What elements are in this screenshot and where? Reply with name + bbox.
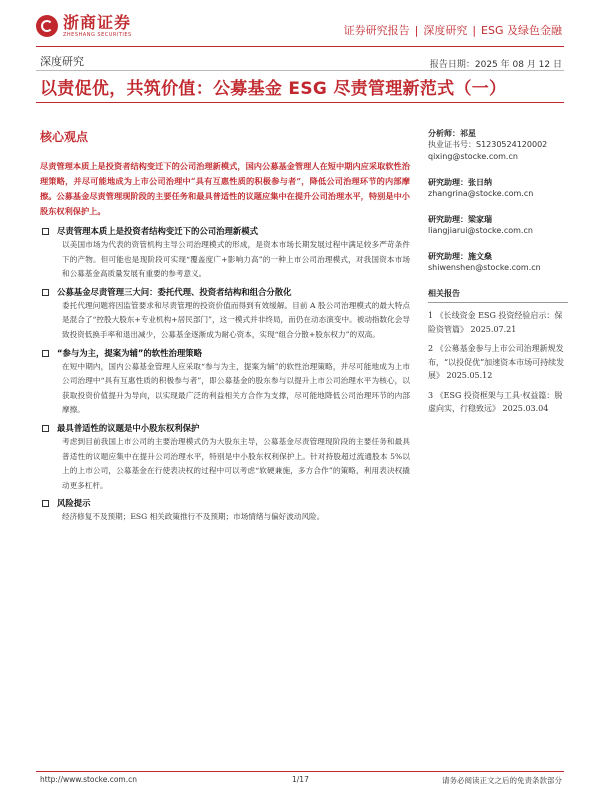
assistant-email[interactable]: liangjiarui@stocke.com.cn: [428, 226, 533, 235]
section-4: [40, 422, 410, 493]
header-divider: [36, 46, 564, 47]
section-3: [40, 347, 410, 418]
section-heading: 最具普适性的议题是中小股东权利保护: [57, 422, 200, 433]
top-nav: 证券研究报告 | 深度研究 | ESG 及绿色金融: [343, 24, 562, 37]
section-heading: 公募基金尽责管理三大问：委托代理、投资者结构和组合分散化: [57, 286, 292, 297]
logo-mark-icon: [36, 15, 58, 37]
analyst-cert: 执业证书号：S1230524120002: [428, 140, 548, 149]
company-logo: [36, 14, 132, 38]
checkbox-bullet-icon: [42, 425, 49, 432]
section-body: 委托代理问题将因监管要求和尽责管理的投资价值而得到有效缓解。目前 A 股公司治理模式的最大特点是混合了“控股大股东+专业机构+居民部门”，这一模式并非终局，而仍在动态演变中。被动指数化会导致投资低换手率和退出减少，公募基金逐渐成为耐心资本，实现“组合分散+股东权力”的双高。: [62, 300, 410, 339]
section-body: 考虑到目前我国上市公司的主要治理模式仍为大股东主导，公募基金尽责管理现阶段的主要任务和最具普适性的议题应集中在提升公司治理水平，特别是中小股东权利保护上。针对持股超过流通股本 5%以上的上市公司，公募基金在行使表决权的过程中可以考虑“软硬兼施，多方合作”的策略，利用表决权撬动更多杠杆。: [62, 436, 410, 490]
footer-disclaimer: 请务必阅读正文之后的免责条款部分: [442, 776, 562, 785]
checkbox-bullet-icon: [42, 350, 49, 357]
checkbox-bullet-icon: [42, 500, 49, 507]
checkbox-bullet-icon: [42, 289, 49, 296]
core-summary: 尽责管理本质上是投资者结构变迁下的公司治理新模式，国内公募基金管理人在短中期内应采取软性治理策略，并尽可能地成为上市公司治理中“具有互惠性质的积极参与者”，降低公司治理环节的内部摩擦。公募基金尽责管理现阶段的主要任务和最具普适性的议题应集中在提升公司治理水平，特别是中小股东权利保护上。: [40, 161, 410, 216]
section-body: 在短中期内，国内公募基金管理人应采取“参与为主，提案为辅”的软性治理策略，并尽可能地成为上市公司治理中“具有互惠性质的积极参与者”，即公募基金的股东参与以提升上市公司治理水平为核心，以获取投资价值提升为导向，以实现最广泛的利益相关方合作为支撑，尽可能地降低公司治理环节的内部摩擦。: [62, 361, 410, 415]
section-heading: 风险提示: [57, 498, 91, 509]
section-body: 经济修复不及预期；ESG 相关政策推行不及预期；市场情绪与偏好波动风险。: [62, 512, 325, 522]
footer-site-link[interactable]: http://www.stocke.com.cn: [40, 775, 137, 784]
side-column: [428, 128, 568, 422]
core-heading: 核心观点: [40, 130, 89, 144]
nav-item-research-report: 证券研究报告: [343, 24, 410, 37]
section-2: [40, 286, 410, 343]
section-body: 以美国市场为代表的资管机构主导公司治理模式的形成，是资本市场长期发展过程中满足较多严苛条件下的产物。但可能也是现阶段可实现“覆盖度广+影响力高”的一种上市公司治理模式，对我国资本市场和公募基金高质量发展有重要的参考意义。: [62, 240, 410, 279]
analyst-name: 分析师：祁星: [428, 129, 476, 138]
logo-cn: 浙商证券: [63, 13, 132, 32]
assistant-block: [428, 177, 568, 200]
assistant-name: 研究助理：施文燊: [428, 252, 492, 261]
analyst-email[interactable]: qixing@stocke.com.cn: [428, 152, 518, 161]
checkbox-bullet-icon: [42, 228, 49, 235]
assistant-name: 研究助理：梁家瑞: [428, 215, 492, 224]
section-heading: “参与为主，提案为辅”的软性治理策略: [57, 347, 203, 358]
footer-divider: [36, 771, 564, 772]
assistant-block: [428, 251, 568, 274]
related-reports-title: 相关报告: [428, 288, 568, 303]
related-report-item[interactable]: 3 《ESG 投资框架与工具·权益篇：脱虚向实，行稳致远》 2025.03.04: [428, 390, 563, 413]
related-report-item[interactable]: 2 《公募基金参与上市公司治理新规发布，“以投促优”加速资本市场可持续发展》 2025.05.12: [428, 344, 565, 380]
section-5: [40, 497, 410, 525]
doc-type: 深度研究: [40, 55, 84, 68]
section-1: [40, 225, 410, 282]
nav-item-deep-research: 深度研究: [423, 24, 468, 37]
related-report-item[interactable]: 1 《长线资金 ESG 投资经验启示：保险资管篇》 2025.07.21: [428, 311, 563, 334]
nav-item-esg: ESG 及绿色金融: [481, 24, 562, 37]
title-divider: [36, 102, 564, 103]
page-number: 1/17: [292, 775, 309, 784]
assistant-name: 研究助理：张日纳: [428, 178, 492, 187]
subheader-divider: [36, 70, 564, 71]
page-title: 以责促优，共筑价值：公募基金 ESG 尽责管理新范式（一）: [40, 79, 507, 99]
assistant-email[interactable]: shiwenshen@stocke.com.cn: [428, 263, 541, 272]
section-heading: 尽责管理本质上是投资者结构变迁下的公司治理新模式: [57, 226, 258, 236]
assistant-block: [428, 214, 568, 237]
main-content: [40, 128, 410, 529]
report-date: 报告日期：2025 年 08 月 12 日: [429, 60, 562, 70]
assistant-email[interactable]: zhangrina@stocke.com.cn: [428, 189, 534, 198]
analyst-block: [428, 128, 568, 163]
logo-en: ZHESHANG SECURITIES: [63, 32, 132, 38]
